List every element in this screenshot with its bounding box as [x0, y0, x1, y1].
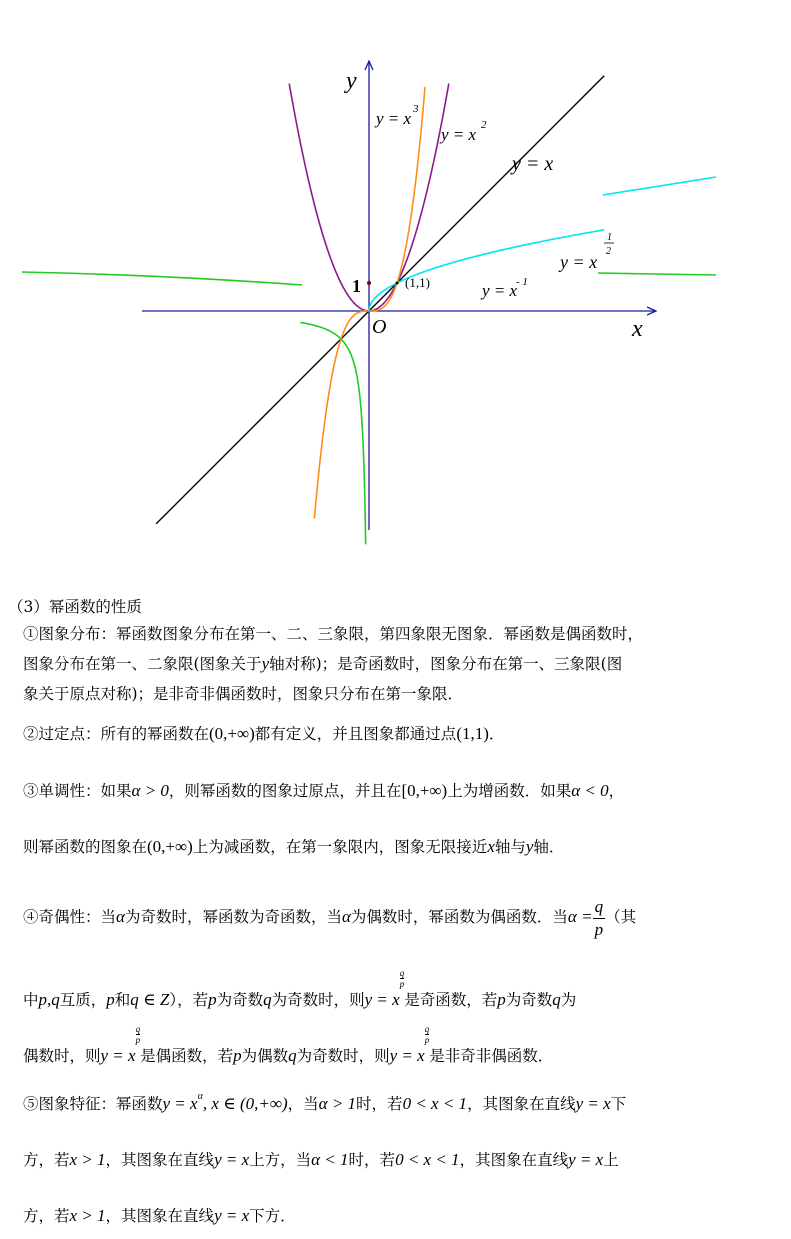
section-heading: （3）幂函数的性质: [8, 598, 142, 616]
para-4-line-1: ④奇偶性：当α为奇数时，幂函数为奇函数，当α为偶数时，幂函数为偶函数．当α = $\frac{q}{p}$ （其: [23, 896, 637, 939]
para-2: ②过定点：所有的幂函数在(0,+∞)都有定义，并且图象都通过点(1,1)．: [23, 724, 505, 743]
para-5-line-3: 方，若x > 1，其图象在直线y = x下方．: [23, 1206, 296, 1225]
para-4-line-3: 偶数时，则y = x $\frac{q}{p}$ 是偶函数，若p为偶数q为奇数时，则y = x $\frac{q}{p}$ 是非奇非偶函数．: [23, 1024, 554, 1065]
para-5-line-1: ⑤图象特征：幂函数$y = x^\alpha$, x ∈ (0,+∞)，当α > 1时，若0 < x < 1，其图象在直线y = x下: [23, 1091, 627, 1113]
label-y-x3: y = x: [376, 109, 412, 128]
curve-y-eq-x-inverse-q3: [300, 322, 365, 544]
para-5-line-2: 方，若x > 1，其图象在直线y = x上方，当α < 1时，若0 < x < 1，其图象在直线y = x上: [23, 1150, 619, 1169]
curve-y-eq-x: [156, 76, 604, 524]
label-y-sqrt-x: y = x: [560, 252, 598, 272]
label-y-x: y = x: [512, 153, 554, 175]
label-y-x2-exponent: 2: [481, 119, 487, 131]
power-function-graph: [0, 0, 791, 580]
label-y-sqrt-x-exp-den: 2: [606, 246, 611, 257]
para-1-line-1: ①图象分布：幂函数图象分布在第一、二、三象限，第四象限无图象．幂函数是偶函数时，: [23, 625, 644, 643]
curve-y-eq-sqrt-x-upper-segment: [603, 177, 716, 195]
para-3-line-1: ③单调性：如果α > 0，则幂函数的图象过原点，并且在[0,+∞)上为增函数．如果α < 0，: [23, 781, 625, 800]
label-y-sqrt-x-exp-num: 1: [607, 232, 612, 243]
label-y-x-inverse: y = x: [482, 281, 518, 300]
label-y-x-inverse-exponent: - 1: [516, 276, 528, 288]
y-axis-label: y: [346, 68, 357, 94]
label-y-x3-exponent: 3: [413, 103, 419, 115]
para-3-line-2: 则幂函数的图象在(0,+∞)上为减函数，在第一象限内，图象无限接近x轴与y轴．: [23, 837, 565, 856]
curve-y-eq-x-inverse-right-segment: [598, 273, 716, 275]
curve-y-eq-x-inverse-left-segment: [22, 272, 302, 285]
para-4-line-2: 中p,q互质，p和q ∈ Z），若p为奇数q为奇数时，则y = x $\frac{q}{p}$ 是奇函数，若p为奇数q为: [23, 968, 577, 1009]
origin-label: O: [372, 316, 387, 338]
para-1-line-3: 象关于原点对称)；是非奇非偶函数时，图象只分布在第一象限．: [23, 685, 464, 703]
point-1-1-label: (1,1): [405, 275, 430, 290]
point-1-1-marker: [396, 282, 399, 285]
label-y-x2: y = x: [441, 125, 477, 144]
curve-y-eq-x-cubed: [314, 87, 425, 519]
point-0-1-marker: [367, 281, 371, 285]
x-axis-label: x: [632, 316, 643, 342]
fraction-q-over-p: $\frac{q}{p}$: [594, 896, 604, 939]
one-label: 1: [352, 276, 361, 296]
para-1-line-2: 图象分布在第一、二象限(图象关于y轴对称)；是奇函数时，图象分布在第一、三象限(图: [23, 654, 623, 673]
